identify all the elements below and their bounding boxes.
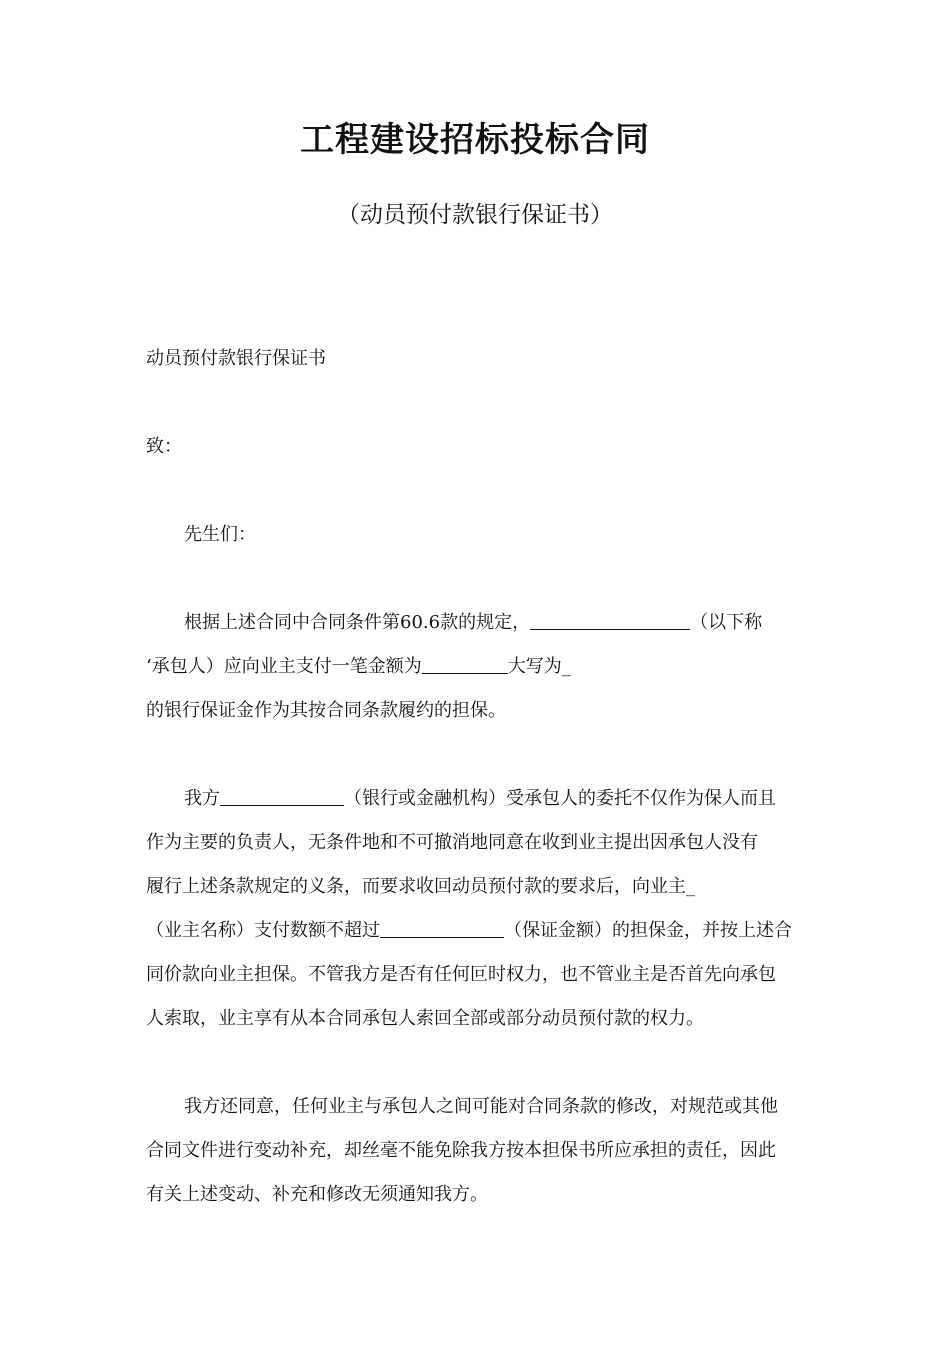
paragraph-1-text: （以下称 [690,612,763,633]
paragraph-3-line-1: 我方还同意，任何业主与承包人之间可能对合同条款的修改，对规范或其他 [184,1096,778,1117]
paragraph-2-line-2: 作为主要的负责人，无条件地和不可撤消地同意在收到业主提出因承包人没有 [146,832,758,853]
bank-name-blank[interactable] [220,787,344,806]
paragraph-1-line-3: 的银行保证金作为其按合同条款履约的担保。 [146,700,506,721]
paragraph-2-line-4 [146,916,792,942]
addressee-label: 致： [146,436,182,457]
contractor-name-blank[interactable] [530,611,690,630]
paragraph-1-text: 根据上述合同中合同条件第60.6款的规定， [184,612,531,633]
paragraph-2-text: （银行或金融机构）受承包人的委托不仅作为保人而且 [344,788,776,809]
paragraph-1-text: ‘承包人）应向业主支付一笔金额为 [146,656,422,677]
paragraph-2-line-1 [184,784,776,810]
paragraph-2-text: （保证金额）的担保金，并按上述合 [504,920,792,941]
paragraph-2-line-3: 履行上述条款规定的义条，而要求收回动员预付款的要求后，向业主_ [146,876,695,897]
document-subtitle: （动员预付款银行保证书） [337,202,613,228]
guarantee-amount-blank[interactable] [380,919,504,938]
paragraph-2-line-6: 人索取，业主享有从本合同承包人索回全部或部分动员预付款的权力。 [146,1008,704,1029]
paragraph-2-text: 我方 [184,788,220,809]
paragraph-3-line-3: 有关上述变动、补充和修改无须通知我方。 [146,1184,488,1205]
paragraph-3-line-2: 合同文件进行变动补充，却丝毫不能免除我方按本担保书所应承担的责任，因此 [146,1140,776,1161]
paragraph-2-line-5: 同价款向业主担保。不管我方是否有任何叵时权力，也不管业主是否首先向承包 [146,964,776,985]
document-title: 工程建设招标投标合同 [300,120,650,160]
paragraph-1-text: 大写为_ [507,656,571,677]
paragraph-1-line-1 [184,608,762,634]
paragraph-2-text: （业主名称）支付数额不超过 [146,920,380,941]
salutation: 先生们： [184,524,256,545]
section-heading: 动员预付款银行保证书 [146,348,326,369]
amount-blank[interactable] [422,655,508,674]
paragraph-1-line-2 [146,652,571,678]
